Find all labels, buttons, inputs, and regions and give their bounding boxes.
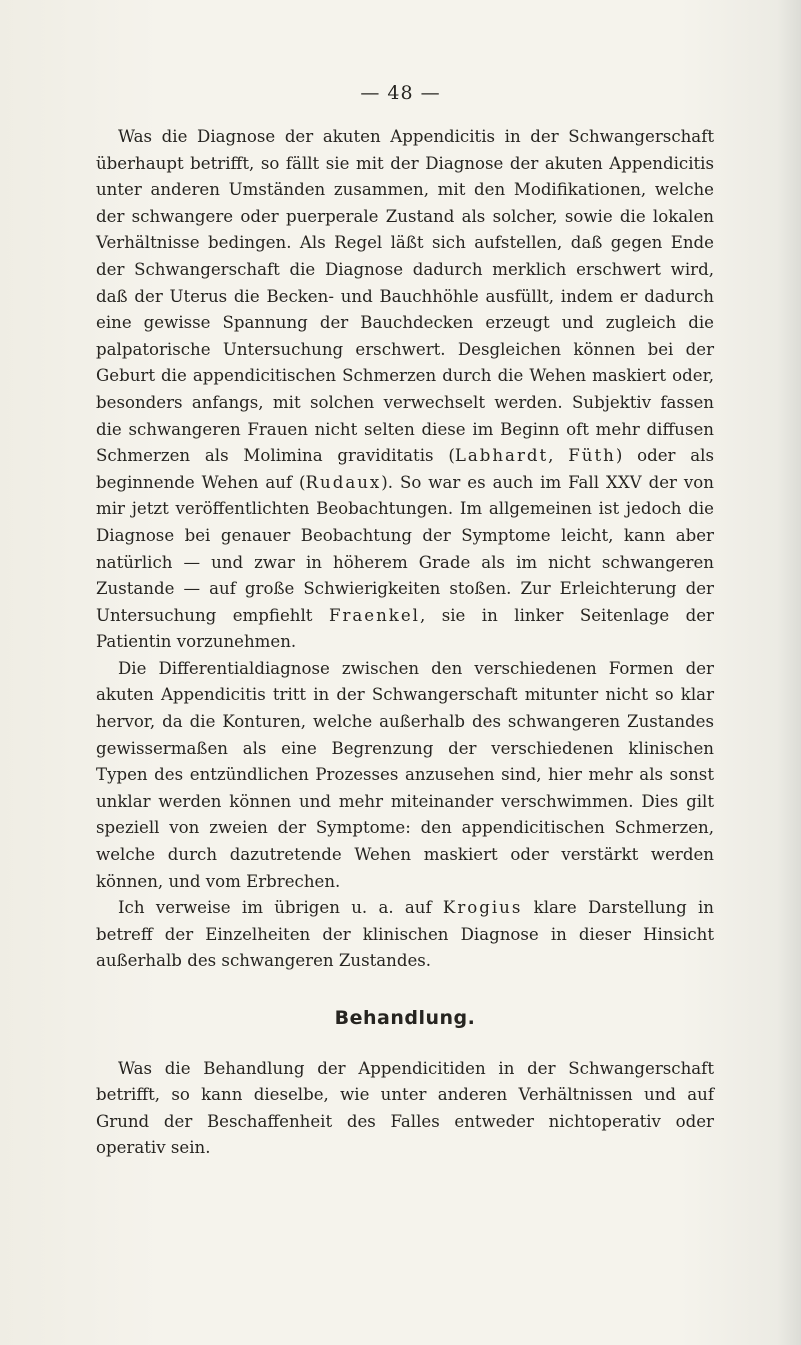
author-name: Rudaux [305,472,382,492]
paragraph-text: ) oder als beginnende Wehen auf ( [96,446,714,492]
paragraph-text: , sie in linker Seitenlage der Patientin vorzunehmen. [96,605,714,652]
paragraph-text: ). So war es auch im Fall XXV der von mir jetzt veröffentlichten Beobachtungen. Im allgemeinen ist jedoch die Diagnose bei genauer Beobachtung der Symptome leicht, kann aber natürlich — und zwar in höherem Grade als im nicht schwangeren Zustande — auf große Schwierigkeiten stoßen. Zur Erleichterung der Untersuchung empfiehlt [96,472,714,625]
body-text [96,124,714,1162]
paragraph-text: Was die Diagnose der akuten Appendicitis in der Schwangerschaft überhaupt betrifft, so fällt sie mit der Diagnose der akuten Appendicitis unter anderen Umständen zusammen, mit den Modifikationen, welche der schwangere oder puerperale Zustand als solcher, sowie die lokalen Verhältnisse bedingen. Als Regel läßt sich aufstellen, daß gegen Ende der Schwangerschaft die Diagnose dadurch merklich erschwert wird, daß der Uterus die Becken- und Bauchhöhle ausfüllt, indem er dadurch eine gewisse Spannung der Bauchdecken erzeugt und zugleich die palpatorische Untersuchung erschwert. Desgleichen können bei der Geburt die appendicitischen Schmerzen durch die Wehen maskiert oder, besonders anfangs, mit solchen verwechselt werden. Subjektiv fassen die schwangeren Frauen nicht selten diese im Beginn oft mehr diffusen Schmerzen als Molimina graviditatis ( [96,127,714,466]
paragraph-text: , [548,446,569,466]
author-name: Labhardt [454,446,549,466]
author-name: Füth [568,446,616,466]
paragraph-reference [96,895,714,975]
author-name: Fraenkel [328,605,420,625]
page-number: — 48 — [360,82,441,104]
paragraph-text: Ich verweise im übrigen u. a. auf [118,898,443,918]
paragraph-differential-diagnosis: Die Differentialdiagnose zwischen den verschiedenen Formen der akuten Appendicitis tritt in der Schwangerschaft mitunter nicht so klar hervor, da die Konturen, welche außerhalb des schwangeren Zustandes gewissermaßen als eine Begrenzung der verschiedenen klinischen Typen des entzündlichen Prozesses anzusehen sind, hier mehr als sonst unklar werden können und mehr miteinander verschwimmen. Dies gilt speziell von zweien der Symptome: den appendicitischen Schmerzen, welche durch dazutretende Wehen maskiert oder verstärkt werden können, und vom Erbrechen. [96,658,714,891]
author-name: Krogius [442,898,523,918]
paragraph-diagnosis [96,124,714,656]
paragraph-treatment: Was die Behandlung der Appendicitiden in der Schwangerschaft betrifft, so kann dieselbe, wie unter anderen Verhältnissen und auf Grund der Beschaffenheit des Falles entweder nichtoperativ oder operativ sein. [96,1058,714,1158]
section-heading: Behandlung. [334,1007,476,1029]
paragraph-text: klare Darstellung in betreff der Einzelheiten der klinischen Diagnose in dieser Hinsicht außerhalb des schwangeren Zustandes. [96,898,714,971]
